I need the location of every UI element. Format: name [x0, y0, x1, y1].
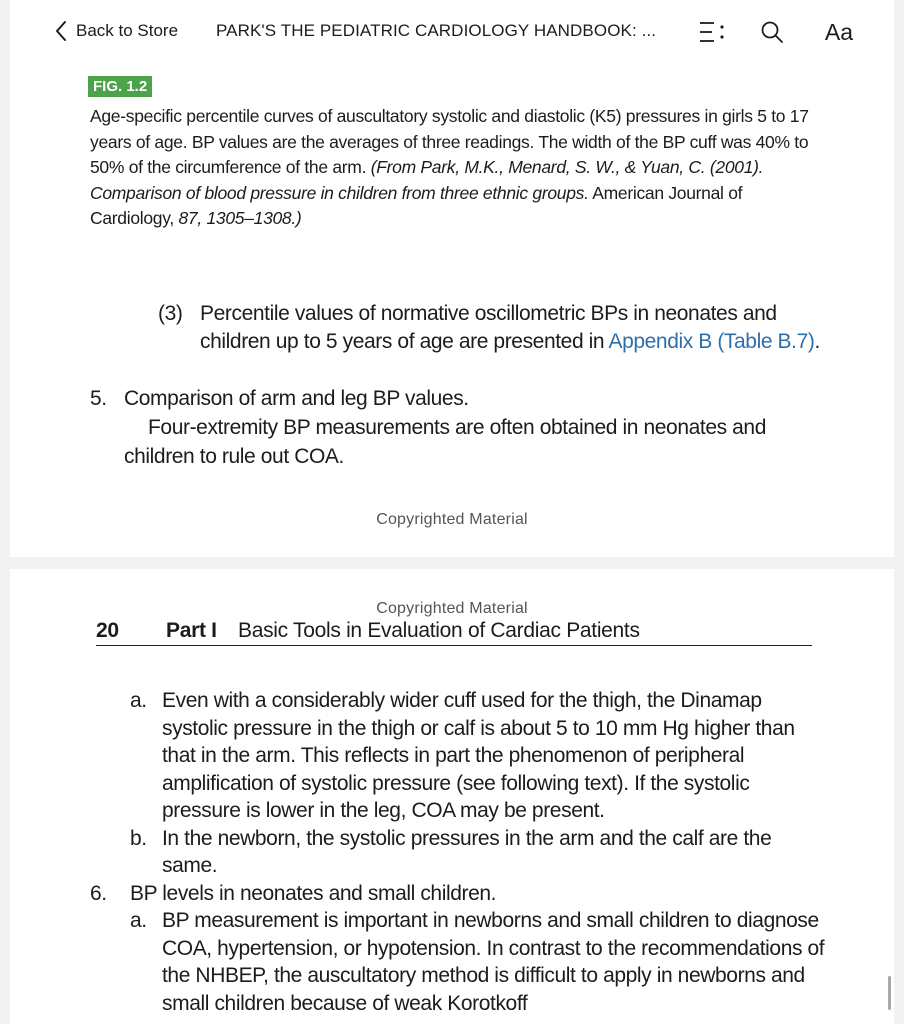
list-item-text [200, 300, 820, 356]
book-title: PARK'S THE PEDIATRIC CARDIOLOGY HANDBOOK: ... [216, 21, 657, 40]
copyright-notice: Copyrighted Material [376, 600, 528, 617]
item3-text-after: . [814, 330, 820, 353]
list-item [90, 907, 830, 1017]
list-item-text: In the newborn, the systolic pressures in the arm and the calf are the same. [162, 826, 772, 877]
scrollbar-thumb[interactable] [888, 976, 891, 1010]
part-label: Part I [166, 619, 217, 642]
list-item [90, 880, 830, 908]
font-settings-button[interactable]: Aa [824, 18, 854, 45]
list-item [90, 825, 830, 880]
list-item-text: Even with a considerably wider cuff used for the thigh, the Dinamap systolic pressure in the thigh or calf is about 5 to 10 mm Hg higher than that in the arm. This reflects in part the phenomenon of peripheral amplification of systolic pressure (see following text). If the systolic pressure is lower in the leg, COA may be present. [162, 689, 795, 822]
list-marker: a. [130, 689, 147, 712]
list-marker: b. [130, 826, 147, 850]
item3-text-before: Percentile values of normative oscillometric BPs in neonates and children up to 5 years of age are presented in [200, 302, 777, 353]
list-marker: (3) [158, 302, 183, 325]
book-page-1 [10, 64, 894, 557]
list-marker: 5. [90, 387, 107, 410]
reader-toolbar [10, 0, 894, 64]
caption-main: Age-specific percentile curves of auscultatory systolic and diastolic (K5) pressures in girls 5 to 17 years of age. BP values are the averages of three readings. The width of the BP cuff was 40% to 50% of the circumference of the arm. [90, 106, 809, 177]
book-page-2 [10, 569, 894, 1024]
appendix-b-link[interactable]: Appendix B (Table B.7) [608, 330, 815, 353]
figure-label: FIG. 1.2 [88, 76, 152, 97]
table-of-contents-button[interactable] [696, 16, 728, 48]
back-to-store-button[interactable] [54, 19, 178, 43]
list-item-text: BP levels in neonates and small children. [130, 881, 497, 905]
list-item-text: BP measurement is important in newborns and small children to diagnose COA, hypertension, or hypotension. In contrast to the recommendations of the NHBEP, the auscultatory method is difficult to apply in newborns and small children because of weak Korotkoff [162, 909, 825, 1015]
list-item [90, 687, 830, 825]
caption-source-italic-1: (From Park, M.K., Menard, S. W., & Yuan, C. (2001). Comparison of blood pressure in children from three ethnic groups. [90, 157, 764, 203]
copyright-notice: Copyrighted Material [376, 511, 528, 528]
caption-source-plain: American Journal of Cardiology, [90, 182, 743, 228]
figure-caption [90, 104, 820, 232]
content-list [90, 687, 830, 1017]
search-icon [760, 20, 784, 44]
running-head [96, 619, 812, 646]
page-number: 20 [96, 619, 119, 642]
list-item-title: Comparison of arm and leg BP values. [124, 387, 469, 410]
caption-source-italic-2: 87, 1305–1308.) [178, 208, 302, 228]
back-to-store-label: Back to Store [76, 21, 179, 40]
chapter-title: Basic Tools in Evaluation of Cardiac Patients [238, 619, 640, 642]
list-marker: 6. [90, 881, 107, 905]
search-button[interactable] [756, 16, 788, 48]
table-of-contents-icon [697, 19, 727, 45]
list-marker: a. [130, 909, 147, 932]
chevron-left-icon [54, 20, 68, 42]
list-item-text: Four-extremity BP measurements are often obtained in neonates and children to rule out COA. [124, 416, 766, 468]
